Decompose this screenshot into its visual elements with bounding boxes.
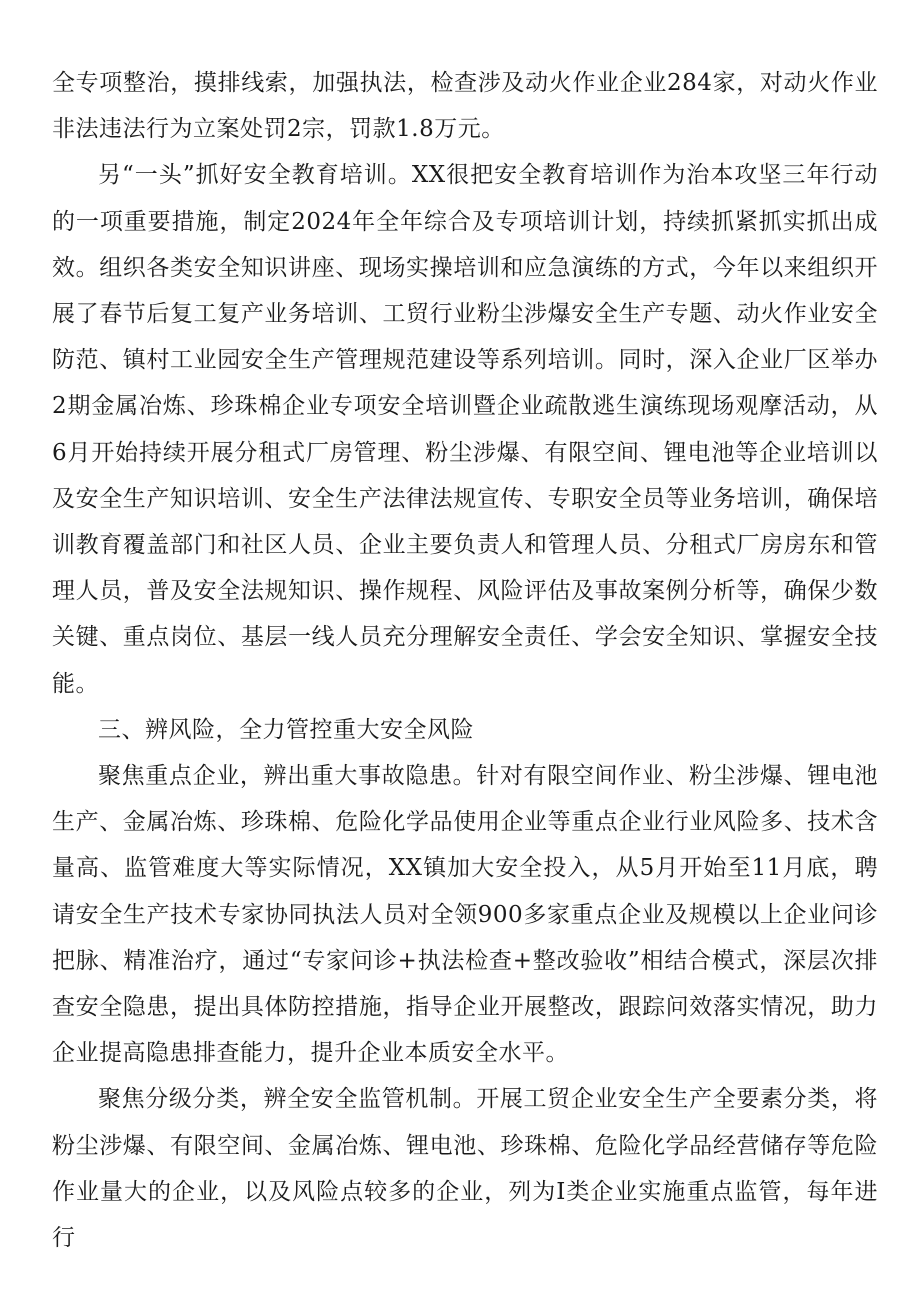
- paragraph-continuation: 全专项整治，摸排线索，加强执法，检查涉及动火作业企业284家，对动火作业非法违法行为立案处罚2宗，罚款1.8万元。: [52, 70, 878, 143]
- paragraph-training: 另“一头”抓好安全教育培训。XX很把安全教育培训作为治本攻坚三年行动的一项重要措施，制定2024年全年综合及专项培训计划，持续抓紧抓实抓出成效。组织各类安全知识讲座、现场实操培训和应急演练的方式，今年以来组织开展了春节后复工复产业务培训、工贸行业粉尘涉爆安全生产专题、动火作业安全防范、镇村工业园安全生产管理规范建设等系列培训。同时，深入企业厂区举办2期金属冶炼、珍珠棉企业专项安全培训暨企业疏散逃生演练现场观摩活动，从6月开始持续开展分租式厂房管理、粉尘涉爆、有限空间、锂电池等企业培训以及安全生产知识培训、安全生产法律法规宣传、专职安全员等业务培训，确保培训教育覆盖部门和社区人员、企业主要负责人和管理人员、分租式厂房房东和管理人员，普及安全法规知识、操作规程、风险评估及事故案例分析等，确保少数关键、重点岗位、基层一线人员充分理解安全责任、学会安全知识、掌握安全技能。: [52, 162, 878, 697]
- paragraph-hazards: 聚焦重点企业，辨出重大事故隐患。针对有限空间作业、粉尘涉爆、锂电池生产、金属冶炼、珍珠棉、危险化学品使用企业等重点企业行业风险多、技术含量高、监管难度大等实际情况，XX镇加大安全投入，从5月开始至11月底，聘请安全生产技术专家协同执法人员对全领900多家重点企业及规模以上企业问诊把脉、精准治疗，通过“专家问诊+执法检查+整改验收”相结合模式，深层次排查安全隐患，提出具体防控措施，指导企业开展整改，跟踪问效落实情况，助力企业提高隐患排查能力，提升企业本质安全水平。: [52, 763, 878, 1067]
- paragraph-classification: 聚焦分级分类，辨全安全监管机制。开展工贸企业安全生产全要素分类，将粉尘涉爆、有限空间、金属冶炼、锂电池、珍珠棉、危险化学品经营储存等危险作业量大的企业，以及风险点较多的企业，列为I类企业实施重点监管，每年进行: [52, 1086, 878, 1252]
- section-heading: 三、辨风险，全力管控重大安全风险: [98, 716, 474, 743]
- document-body: [52, 60, 878, 1261]
